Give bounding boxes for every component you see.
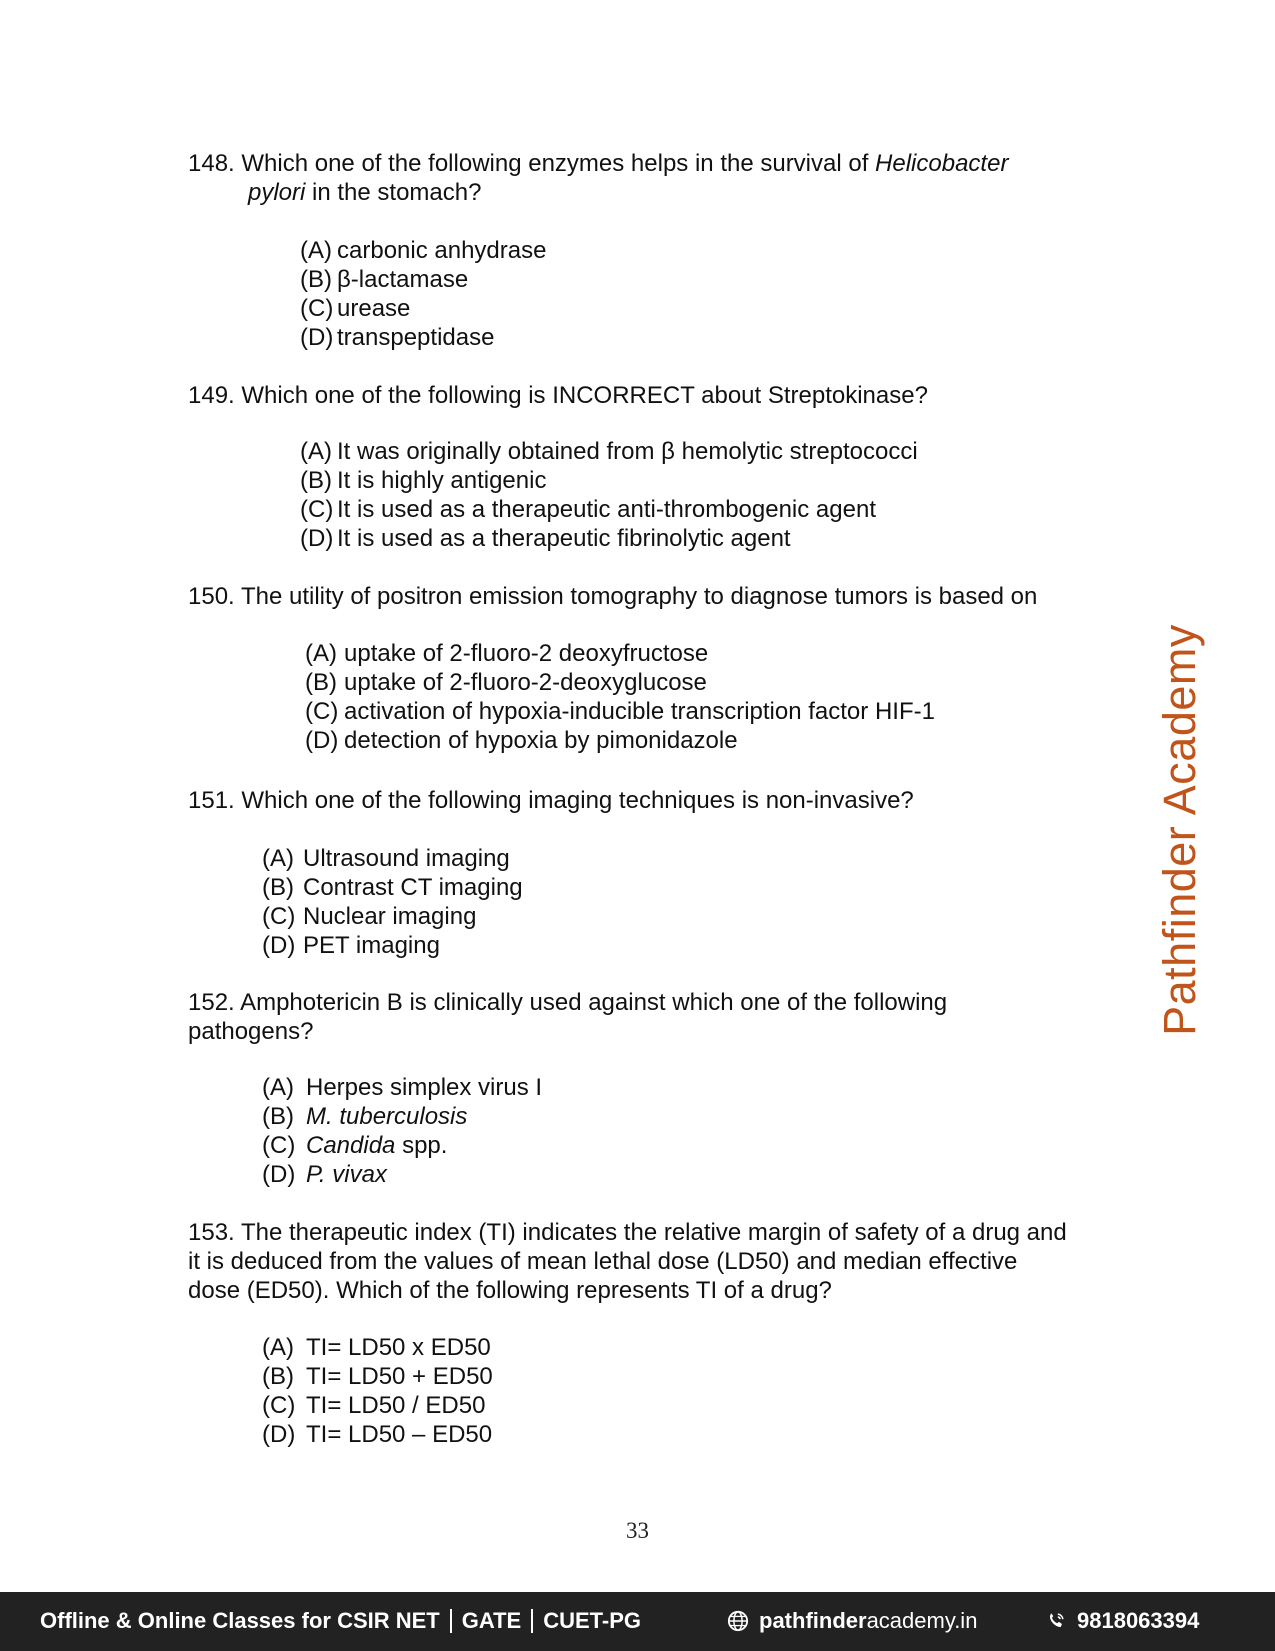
website-name-bold: pathfinder [759,1608,867,1633]
option-c: (C) Candida spp. [262,1132,448,1159]
question-149 [188,381,1068,410]
question-stem: Which one of the following imaging techniques is non-invasive? [241,787,914,814]
question-number: 150. [188,583,235,610]
question-number: 149. [188,382,235,409]
question-152 [188,988,1008,1046]
option-c: (C) TI= LD50 / ED50 [262,1392,486,1419]
page-number: 33 [626,1518,649,1543]
option-d: (D) It is used as a therapeutic fibrinolytic agent [300,525,791,552]
question-150 [188,582,1068,611]
option-b: (B) uptake of 2-fluoro-2-deoxyglucose [305,669,707,696]
option-b: (B) M. tuberculosis [262,1103,468,1130]
option-a: (A) Herpes simplex virus I [262,1074,543,1101]
option-c: (C) activation of hypoxia-inducible transcription factor HIF-1 [305,698,935,725]
options-151 [262,844,523,960]
option-b: (B) It is highly antigenic [300,467,547,494]
footer-website[interactable] [727,1608,977,1634]
option-a: (A) It was originally obtained from β hemolytic streptococci [300,438,918,465]
option-b: (B) β-lactamase [300,266,469,293]
phone-number: 9818063394 [1077,1608,1200,1633]
question-stem: Amphotericin B is clinically used against which one of the following pathogens? [188,989,948,1045]
question-stem: Which one of the following enzymes helps in the survival of [241,150,876,177]
question-151 [188,786,1068,815]
options-153 [262,1333,493,1449]
option-d: (D) TI= LD50 – ED50 [262,1421,493,1448]
option-c: (C) Nuclear imaging [262,903,477,930]
footer-separator [450,1609,452,1633]
option-c: (C) urease [300,295,411,322]
options-150 [305,639,935,755]
option-b: (B) Contrast CT imaging [262,874,523,901]
option-a: (A) uptake of 2-fluoro-2 deoxyfructose [305,640,709,667]
footer-item-csir: Offline & Online Classes for CSIR NET [40,1608,440,1633]
website-domain: academy.in [866,1608,978,1633]
question-number: 148. [188,150,235,177]
question-stem-italic: Helicobacter [875,150,1009,177]
footer-phone[interactable] [1045,1608,1199,1634]
option-d: (D) detection of hypoxia by pimonidazole [305,727,738,754]
footer-separator [531,1609,533,1633]
question-number: 151. [188,787,235,814]
question-number: 152. [188,989,235,1016]
globe-icon [727,1610,749,1632]
question-stem: in the stomach? [305,179,482,206]
option-d: (D) PET imaging [262,932,440,959]
watermark-text: Pathfinder Academy [1154,624,1205,1036]
footer-bar [0,1592,1275,1651]
footer-classes [40,1608,641,1634]
option-c: (C) It is used as a therapeutic anti-thrombogenic agent [300,496,876,523]
question-stem: The therapeutic index (TI) indicates the relative margin of safety of a drug and it is deduced from the values of mean lethal dose (LD50) and median effective dose (ED50). Which of the following represents TI of a drug? [188,1219,1067,1304]
question-stem: Which one of the following is INCORRECT about Streptokinase? [241,382,928,409]
question-148 [188,149,1068,207]
phone-icon [1045,1610,1067,1632]
footer-item-gate: GATE [461,1608,522,1633]
options-149 [300,437,918,553]
option-a: (A) TI= LD50 x ED50 [262,1334,491,1361]
option-d: (D) transpeptidase [300,324,495,351]
question-number: 153. [188,1219,235,1246]
option-a: (A) Ultrasound imaging [262,845,510,872]
question-153 [188,1218,1068,1305]
question-stem: The utility of positron emission tomography to diagnose tumors is based on [240,583,1038,610]
options-148 [300,236,546,352]
options-152 [262,1073,542,1189]
option-b: (B) TI= LD50 + ED50 [262,1363,493,1390]
question-stem-italic: pylori [248,179,306,206]
option-d: (D) P. vivax [262,1161,387,1188]
footer-item-cuet: CUET-PG [543,1608,642,1633]
option-a: (A) carbonic anhydrase [300,237,547,264]
